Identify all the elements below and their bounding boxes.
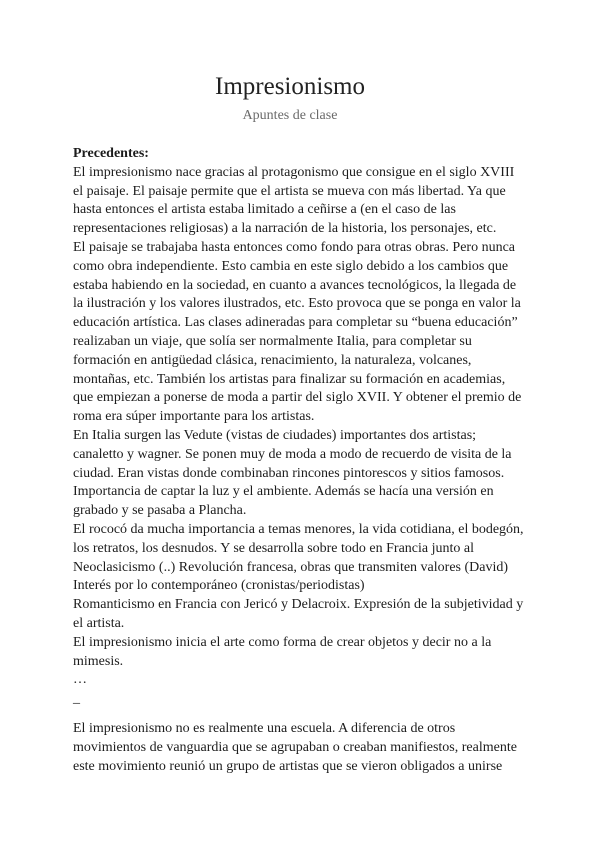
text-line: canaletto y wagner. Se ponen muy de moda a modo de recuerdo de visita de la <box>73 446 512 462</box>
text-line: educación artística. Las clases adineradas para completar su “buena educación” <box>73 315 518 331</box>
text-line: ciudad. Eran vistas donde combinaban rincones pintorescos y sitios famosos. <box>73 465 505 481</box>
text-line: El paisaje se trabajaba hasta entonces como fondo para otras obras. Pero nunca <box>73 239 515 255</box>
document-subtitle: Apuntes de clase <box>242 108 338 123</box>
text-line: los retratos, los desnudos. Y se desarrolla sobre todo en Francia junto al <box>73 540 474 556</box>
text-line: _ <box>73 691 80 707</box>
text-line: formación en antigüedad clásica, renacimiento, la naturaleza, volcanes, <box>73 352 472 368</box>
text-line: El impresionismo no es realmente una escuela. A diferencia de otros <box>73 720 456 736</box>
text-line: … <box>73 672 87 688</box>
text-line: este movimiento reunió un grupo de artistas que se vieron obligados a unirse <box>73 758 503 774</box>
text-line: Importancia de captar la luz y el ambiente. Además se hacía una versión en <box>73 484 494 500</box>
paragraph-block-2 <box>73 720 533 776</box>
text-line: hasta entonces el artista estaba limitado a ceñirse a (en el caso de las <box>73 202 456 218</box>
text-line: estaba habiendo en la sociedad, en cuanto a avances tecnológicos, la llegada de <box>73 277 517 293</box>
document-body <box>73 145 533 776</box>
text-line: movimientos de vanguardia que se agrupaban o creaban manifiestos, realmente <box>73 739 517 755</box>
spacer <box>73 709 533 720</box>
text-line: que empiezan a ponerse de moda a partir del siglo XVII. Y obtener el premio de <box>73 390 522 406</box>
text-line: el paisaje. El paisaje permite que el artista se mueva con más libertad. Ya que <box>73 183 506 199</box>
section-heading: Precedentes: <box>73 146 149 161</box>
text-line: montañas, etc. También los artistas para finalizar su formación en academias, <box>73 371 506 387</box>
text-line: mimesis. <box>73 653 124 669</box>
text-line: El impresionismo nace gracias al protagonismo que consigue en el siglo XVIII <box>73 164 515 180</box>
paragraph-block <box>73 164 533 709</box>
text-line: realizaban un viaje, que solía ser normalmente Italia, para completar su <box>73 333 472 349</box>
text-line: roma era súper importante para los artistas. <box>73 409 315 425</box>
text-line: el artista. <box>73 615 125 631</box>
text-line: Neoclasicismo (..) Revolución francesa, obras que transmiten valores (David) <box>73 559 509 575</box>
text-line: representaciones religiosas) a la narración de la historia, los personajes, etc. <box>73 221 497 237</box>
document-title: Impresionismo <box>215 73 365 100</box>
text-line: Romanticismo en Francia con Jericó y Delacroix. Expresión de la subjetividad y <box>73 597 524 613</box>
text-line: En Italia surgen las Vedute (vistas de ciudades) importantes dos artistas; <box>73 427 477 443</box>
text-line: El impresionismo inicia el arte como forma de crear objetos y decir no a la <box>73 634 492 650</box>
text-line: Interés por lo contemporáneo (cronistas/periodistas) <box>73 578 365 594</box>
text-line: la ilustración y los valores ilustrados, etc. Esto provoca que se ponga en valor la <box>73 296 521 312</box>
text-line: grabado y se pasaba a Plancha. <box>73 503 247 519</box>
text-line: El rococó da mucha importancia a temas menores, la vida cotidiana, el bodegón, <box>73 521 524 537</box>
text-line: como obra independiente. Esto cambia en este siglo debido a los cambios que <box>73 258 509 274</box>
